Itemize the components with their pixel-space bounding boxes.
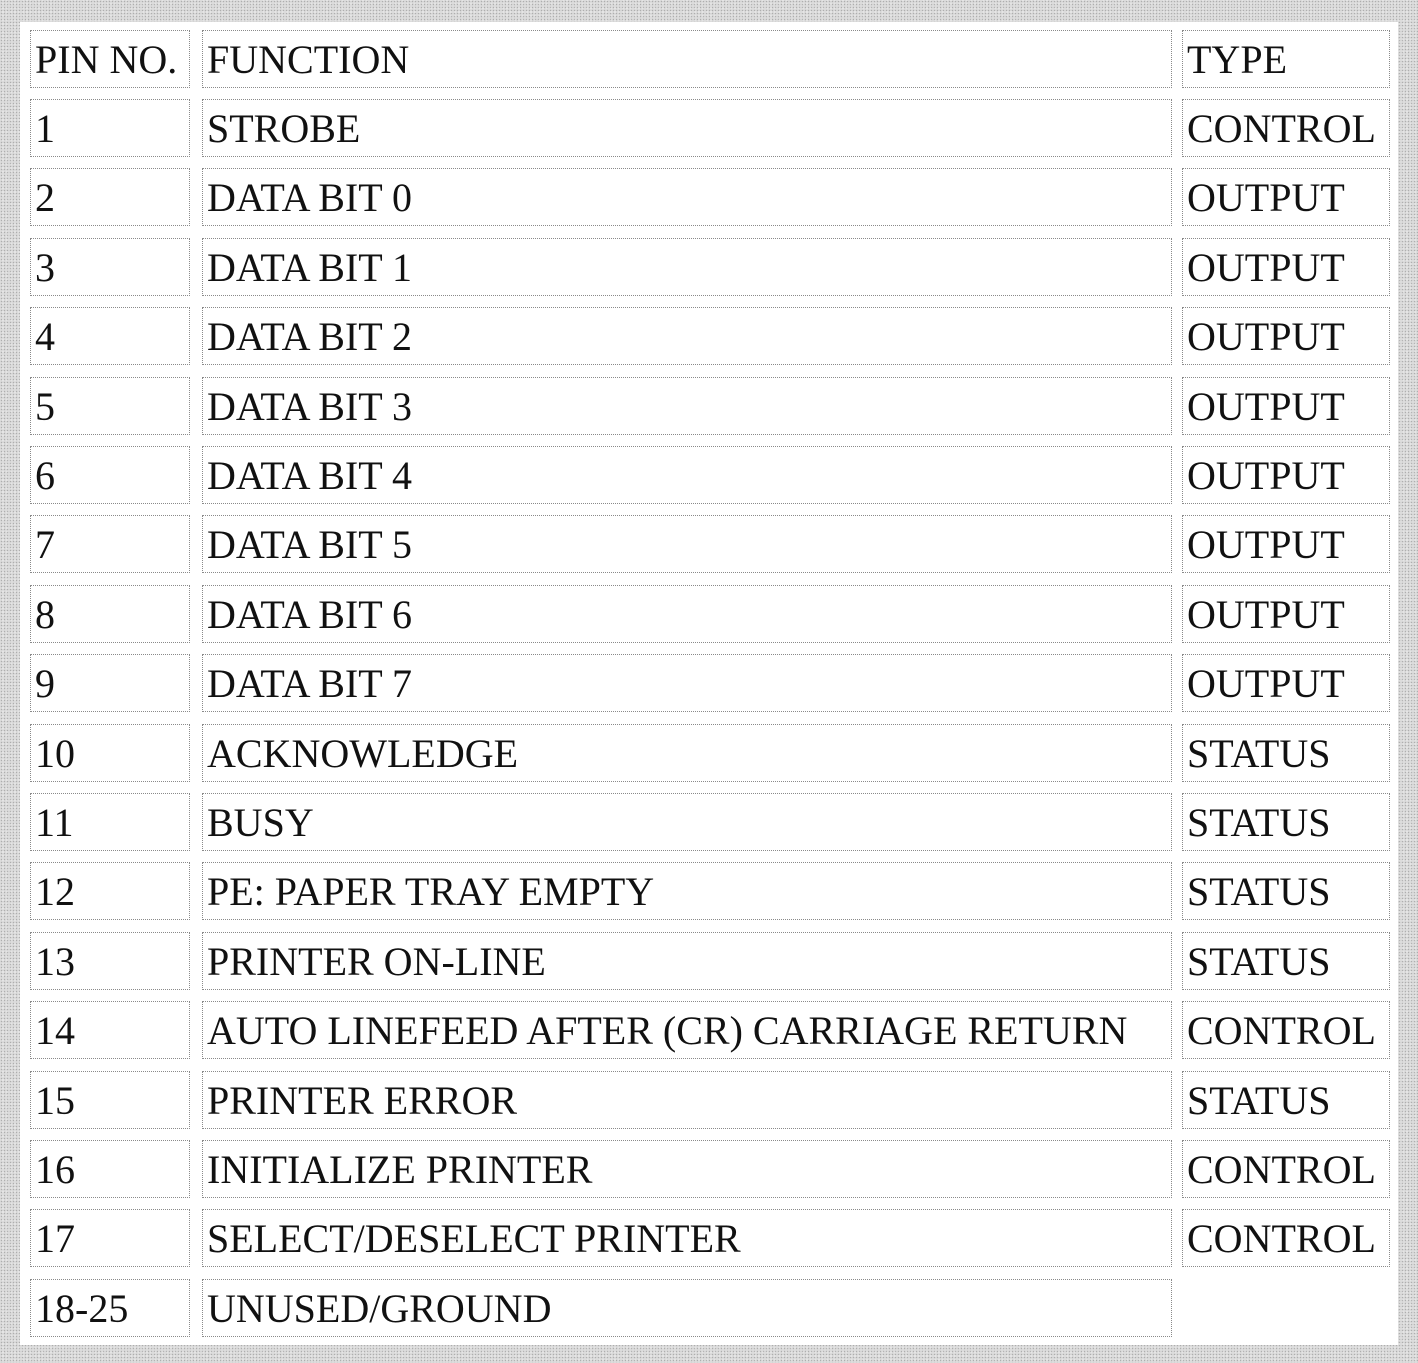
- pin-number-cell: 6: [30, 446, 190, 504]
- pin-number-cell: 2: [30, 168, 190, 226]
- type-cell: OUTPUT: [1182, 168, 1390, 226]
- header-pin-no: PIN NO.: [30, 30, 190, 88]
- function-cell: SELECT/DESELECT PRINTER: [202, 1209, 1172, 1267]
- type-cell: CONTROL: [1182, 1209, 1390, 1267]
- type-cell: OUTPUT: [1182, 654, 1390, 712]
- function-cell: ACKNOWLEDGE: [202, 724, 1172, 782]
- function-cell: DATA BIT 0: [202, 168, 1172, 226]
- pin-number-cell: 12: [30, 862, 190, 920]
- pin-number-cell: 15: [30, 1071, 190, 1129]
- type-cell: OUTPUT: [1182, 446, 1390, 504]
- function-cell: PRINTER ERROR: [202, 1071, 1172, 1129]
- pin-number-cell: 16: [30, 1140, 190, 1198]
- function-cell: BUSY: [202, 793, 1172, 851]
- function-cell: UNUSED/GROUND: [202, 1279, 1172, 1337]
- pin-number-cell: 13: [30, 932, 190, 990]
- pin-number-cell: 5: [30, 377, 190, 435]
- type-cell: OUTPUT: [1182, 307, 1390, 365]
- type-cell: [1182, 1279, 1390, 1337]
- function-cell: DATA BIT 5: [202, 515, 1172, 573]
- type-cell: STATUS: [1182, 724, 1390, 782]
- pin-number-cell: 14: [30, 1001, 190, 1059]
- type-cell: STATUS: [1182, 793, 1390, 851]
- function-cell: DATA BIT 1: [202, 238, 1172, 296]
- function-cell: AUTO LINEFEED AFTER (CR) CARRIAGE RETURN: [202, 1001, 1172, 1059]
- function-cell: INITIALIZE PRINTER: [202, 1140, 1172, 1198]
- pin-number-cell: 8: [30, 585, 190, 643]
- header-function: FUNCTION: [202, 30, 1172, 88]
- function-cell: STROBE: [202, 99, 1172, 157]
- function-cell: DATA BIT 6: [202, 585, 1172, 643]
- pin-number-cell: 9: [30, 654, 190, 712]
- function-cell: DATA BIT 4: [202, 446, 1172, 504]
- pin-function-table: [20, 22, 1398, 1345]
- function-cell: DATA BIT 7: [202, 654, 1172, 712]
- type-cell: STATUS: [1182, 932, 1390, 990]
- pin-number-cell: 17: [30, 1209, 190, 1267]
- type-cell: OUTPUT: [1182, 377, 1390, 435]
- pin-number-cell: 10: [30, 724, 190, 782]
- pin-number-cell: 3: [30, 238, 190, 296]
- type-cell: CONTROL: [1182, 99, 1390, 157]
- function-cell: PRINTER ON-LINE: [202, 932, 1172, 990]
- pin-number-cell: 18-25: [30, 1279, 190, 1337]
- type-cell: OUTPUT: [1182, 585, 1390, 643]
- type-cell: STATUS: [1182, 862, 1390, 920]
- pin-number-cell: 4: [30, 307, 190, 365]
- function-cell: DATA BIT 3: [202, 377, 1172, 435]
- pin-number-cell: 11: [30, 793, 190, 851]
- header-type: TYPE: [1182, 30, 1390, 88]
- type-cell: OUTPUT: [1182, 238, 1390, 296]
- type-cell: OUTPUT: [1182, 515, 1390, 573]
- function-cell: DATA BIT 2: [202, 307, 1172, 365]
- type-cell: CONTROL: [1182, 1140, 1390, 1198]
- type-cell: STATUS: [1182, 1071, 1390, 1129]
- function-cell: PE: PAPER TRAY EMPTY: [202, 862, 1172, 920]
- type-cell: CONTROL: [1182, 1001, 1390, 1059]
- pin-number-cell: 7: [30, 515, 190, 573]
- pin-number-cell: 1: [30, 99, 190, 157]
